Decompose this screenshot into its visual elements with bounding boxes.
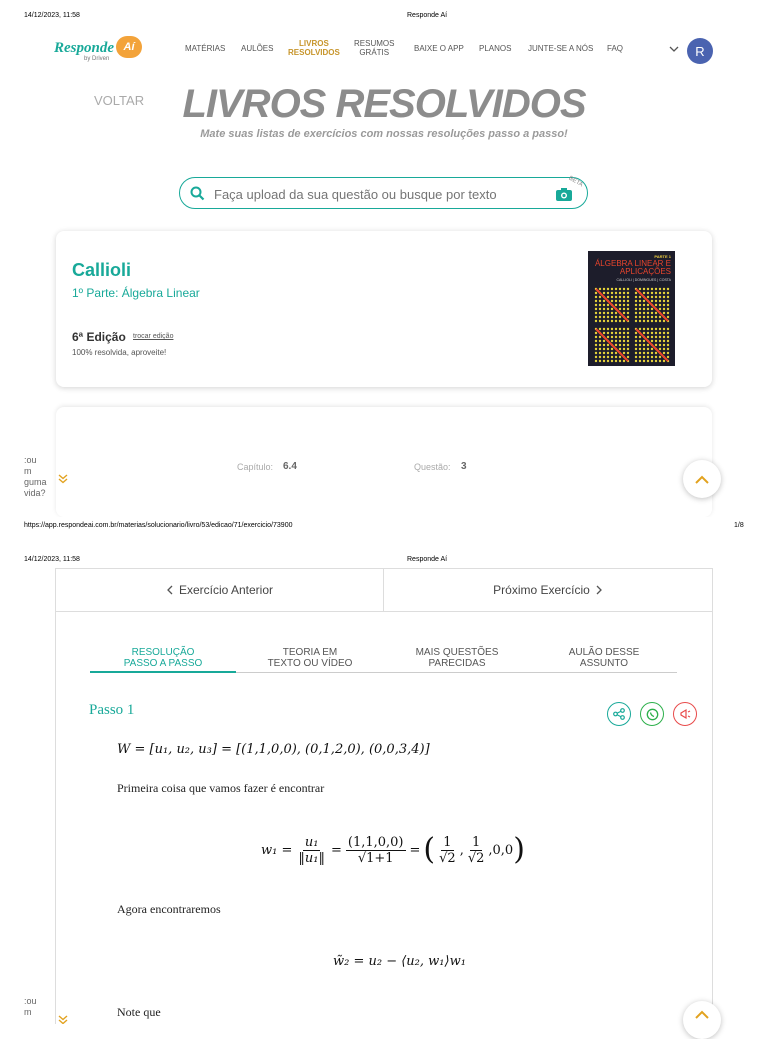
step-title: Passo 1 bbox=[89, 702, 135, 718]
nav-baixe-o-app[interactable]: BAIXE O APP bbox=[414, 44, 464, 53]
step-text-3: Note que bbox=[117, 1005, 161, 1019]
nav-junte-se[interactable]: JUNTE-SE A NÓS bbox=[528, 44, 594, 53]
equation-w1: w₁ = $\frac{\text{u₁}}{\text{‖u₁‖}}$ = $\frac{(1,1,0,0)}{√1+1}$ = ( 1 √2 , 1 √2 , 0,0 ) bbox=[261, 832, 525, 867]
book-edition: 6ª Edição bbox=[72, 330, 126, 344]
nav-auloes[interactable]: AULÕES bbox=[241, 44, 274, 53]
book-cover bbox=[588, 251, 675, 366]
brand-by: by Driven bbox=[84, 56, 110, 62]
book-author: Callioli bbox=[72, 260, 132, 280]
beta-badge: BETA bbox=[567, 175, 584, 189]
equation-w2: w̃₂ = u₂ − ⟨u₂, w₁⟩w₁ bbox=[333, 954, 466, 969]
nav-livros-resolvidos[interactable]: LIVROS RESOLVIDOS bbox=[288, 39, 340, 57]
tab-aulao[interactable]: AULÃO DESSE ASSUNTO bbox=[568, 647, 640, 669]
megaphone-icon bbox=[679, 708, 691, 720]
print-page: 1/8 bbox=[734, 522, 744, 529]
print-title: Responde Aí bbox=[407, 12, 448, 19]
book-status: 100% resolvida, aproveite! bbox=[72, 348, 167, 357]
change-edition-link[interactable]: trocar edição bbox=[133, 333, 174, 340]
page-title: LIVROS RESOLVIDOS bbox=[182, 82, 586, 126]
nav-faq[interactable]: FAQ bbox=[607, 44, 624, 53]
double-chevron-icon-2[interactable] bbox=[58, 1015, 68, 1024]
book-card bbox=[56, 231, 712, 387]
exercise-card bbox=[56, 407, 712, 517]
cover-title: ÁLGEBRA LINEAR E APLICAÇÕES bbox=[594, 259, 671, 276]
help-widget-2[interactable]: :ou m bbox=[24, 996, 37, 1017]
nav-materias[interactable]: MATÉRIAS bbox=[185, 44, 226, 53]
nav-resumos-gratis[interactable]: RESUMOS GRÁTIS bbox=[354, 39, 395, 57]
brand-badge: Aí bbox=[116, 36, 142, 58]
tab-active-indicator bbox=[90, 671, 236, 673]
double-chevron-icon[interactable] bbox=[58, 474, 68, 484]
whatsapp-button[interactable] bbox=[640, 702, 664, 726]
exercise-nav bbox=[55, 568, 713, 612]
page-subtitle: Mate suas listas de exercícios com nossas resoluções passo a passo! bbox=[200, 128, 568, 140]
chapter-label: Capítulo: bbox=[237, 462, 274, 472]
brand-logo[interactable] bbox=[54, 36, 146, 64]
chevron-up-icon-2 bbox=[695, 1010, 709, 1019]
next-exercise-button[interactable]: Próximo Exercício bbox=[384, 569, 712, 611]
chevron-left-icon bbox=[166, 585, 174, 595]
nav-planos[interactable]: PLANOS bbox=[479, 44, 512, 53]
print-date: 14/12/2023, 11:58 bbox=[24, 12, 80, 19]
print-date-2: 14/12/2023, 11:58 bbox=[24, 556, 80, 563]
back-button[interactable]: VOLTAR bbox=[94, 93, 145, 108]
avatar[interactable]: R bbox=[687, 38, 713, 64]
whatsapp-icon bbox=[646, 708, 659, 721]
search-input[interactable] bbox=[212, 184, 536, 204]
step-text-2: Agora encontraremos bbox=[117, 902, 221, 916]
cover-tag: PARTE 1 bbox=[654, 254, 671, 259]
cover-authors: CALLIOLI | DOMINGUES | COSTA bbox=[616, 278, 671, 282]
help-widget[interactable]: :ou m guma vida? bbox=[24, 455, 47, 498]
chapter-value: 6.4 bbox=[283, 461, 297, 472]
camera-icon[interactable] bbox=[556, 188, 572, 201]
share-button[interactable] bbox=[607, 702, 631, 726]
question-label: Questão: bbox=[414, 462, 451, 472]
brand-name: Responde bbox=[54, 40, 114, 56]
cover-grid-art bbox=[594, 287, 670, 363]
book-part: 1º Parte: Álgebra Linear bbox=[72, 286, 200, 300]
equation-w: W = [u₁, u₂, u₃] = [(1,1,0,0), (0,1,2,0), (0,0,3,4)] bbox=[117, 742, 430, 757]
step-text-1: Primeira coisa que vamos fazer é encontrar bbox=[117, 781, 325, 795]
scroll-top-button[interactable] bbox=[683, 460, 721, 498]
search-icon bbox=[190, 186, 205, 201]
chevron-down-icon[interactable] bbox=[669, 45, 679, 53]
report-button[interactable] bbox=[673, 702, 697, 726]
share-icon bbox=[613, 708, 625, 720]
search-box[interactable] bbox=[179, 177, 588, 209]
prev-exercise-button[interactable]: Exercício Anterior bbox=[56, 569, 383, 611]
chevron-up-icon bbox=[695, 475, 709, 484]
print-title-2: Responde Aí bbox=[407, 556, 448, 563]
chevron-right-icon bbox=[595, 585, 603, 595]
scroll-top-button-2[interactable] bbox=[683, 1001, 721, 1039]
print-url: https://app.respondeai.com.br/materias/solucionario/livro/53/edicao/71/exercicio/73900 bbox=[24, 522, 293, 529]
tab-teoria[interactable]: TEORIA EM TEXTO OU VÍDEO bbox=[267, 647, 353, 669]
tab-mais-questoes[interactable]: MAIS QUESTÕES PARECIDAS bbox=[415, 647, 499, 669]
tab-resolucao[interactable]: RESOLUÇÃO PASSO A PASSO bbox=[123, 647, 203, 669]
question-value: 3 bbox=[461, 461, 467, 472]
